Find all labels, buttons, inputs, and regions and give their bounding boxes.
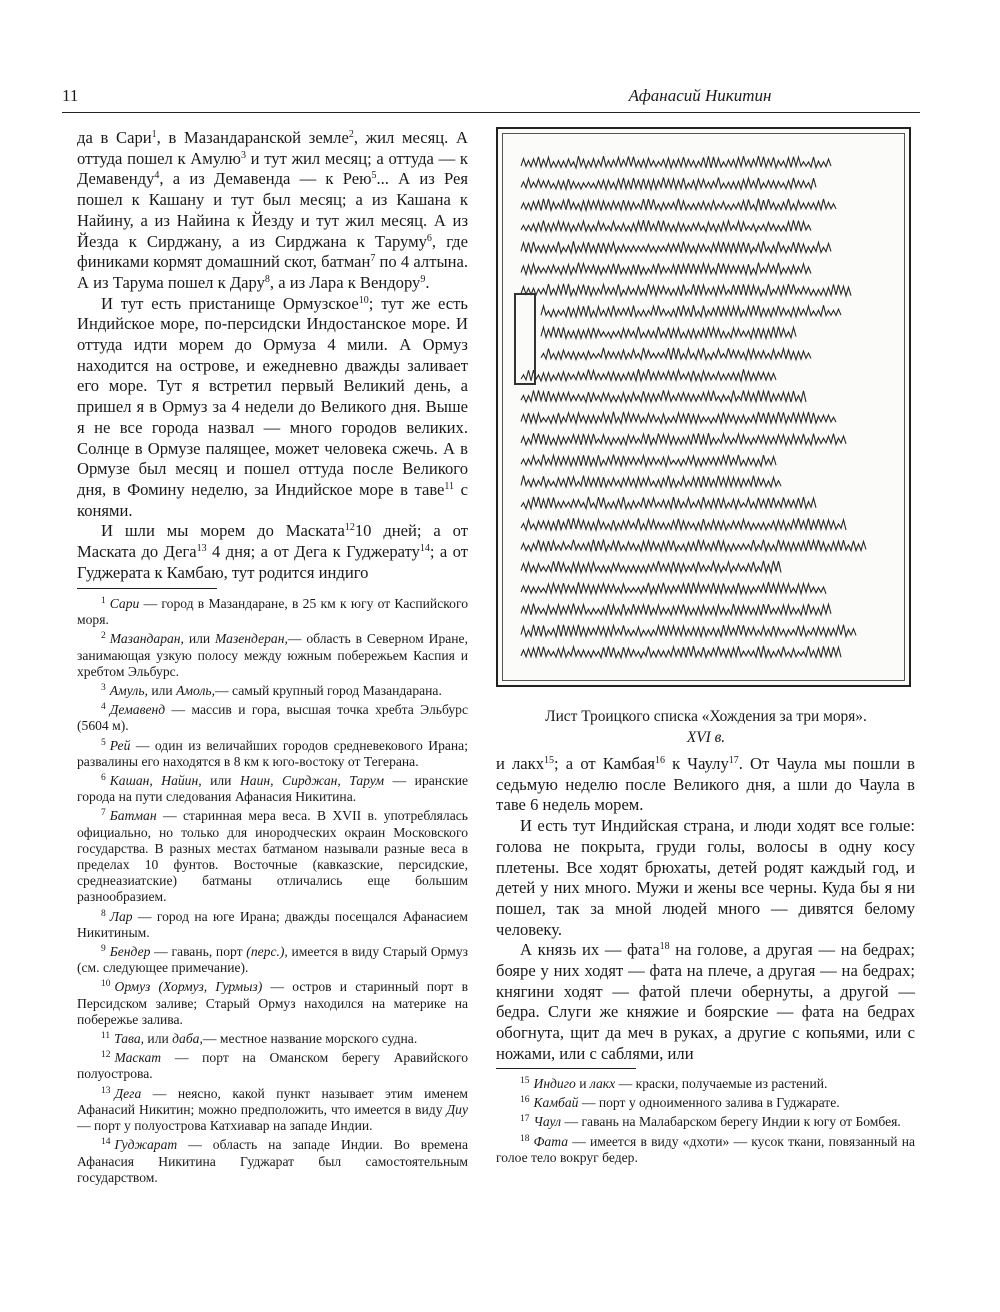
manuscript-line bbox=[521, 263, 811, 275]
footnote-number: 12 bbox=[101, 1050, 111, 1061]
text-run: . bbox=[425, 272, 430, 292]
footnote-term: Чаул bbox=[533, 1114, 562, 1130]
text-run: , жил месяц. А оттуда пошел к Амулю bbox=[77, 128, 468, 168]
right-body-text bbox=[496, 754, 915, 1065]
footnote-number: 14 bbox=[101, 1137, 111, 1148]
manuscript-handwriting bbox=[503, 134, 908, 684]
footnote-number: 8 bbox=[101, 908, 106, 919]
text-run: и тут жил месяц; а оттуда — к Демавенду bbox=[77, 148, 468, 189]
footnote-number: 4 bbox=[101, 702, 106, 713]
manuscript-line bbox=[521, 433, 846, 445]
footnote-term: Демавенд bbox=[109, 702, 166, 718]
footnote bbox=[77, 1050, 468, 1082]
text-run: И есть тут Индийская страна, и люди ходят все голые: голова не покрыта, груди голы, волосы в одну косу плетены. Все ходят брюхаты, детей родят каждый год, и детей у них много. Мужи и жены все черны. Куда бы я ни пошел, так за мной людей много — дивятся белому человеку. bbox=[496, 816, 915, 939]
footnote-term: Гуджарат bbox=[114, 1137, 178, 1153]
manuscript-line bbox=[541, 348, 811, 360]
text-run: ... А из Рея пошел к Кашану и тут был месяц; а из Кашана к Найину, а из Найина к Йезду и тут жил месяц. А из Йезда к Сирджану, а из Сирджана к Таруму bbox=[77, 169, 468, 251]
footnote bbox=[496, 1076, 915, 1092]
footnote bbox=[77, 808, 468, 905]
footnote-term: Бендер bbox=[109, 944, 151, 960]
manuscript-line bbox=[521, 603, 831, 615]
footnote-text: — область на западе Индии. Во времена Афанасия Никитина Гуджарат был самостоятельным государством. bbox=[77, 1137, 468, 1185]
footnote-ref: 8 bbox=[264, 273, 270, 285]
manuscript-line bbox=[521, 476, 781, 488]
footnote-term: Лар bbox=[109, 908, 133, 924]
manuscript-line bbox=[521, 412, 836, 424]
footnote-text: или bbox=[144, 1031, 173, 1047]
text-run: 10 дней; а от Маската до Дега bbox=[77, 521, 468, 562]
manuscript-line bbox=[521, 241, 831, 253]
manuscript-line bbox=[521, 561, 781, 573]
footnote-term: Наин, Сирджан, Тарум bbox=[239, 773, 385, 789]
footnote-text: — город на юге Ирана; дважды посещался Афанасием Никитиным. bbox=[77, 908, 468, 940]
footnote-term: Фата bbox=[533, 1133, 569, 1149]
manuscript-line bbox=[541, 327, 796, 339]
manuscript-line bbox=[521, 177, 816, 189]
running-title: Афанасий Никитин bbox=[628, 86, 772, 105]
text-run: по 4 алтына. А из Тарума пошел к Дару bbox=[77, 252, 468, 292]
footnote-term: Амуль, bbox=[109, 683, 148, 699]
footnote bbox=[77, 683, 468, 699]
footnote-ref: 15 bbox=[544, 755, 555, 766]
footnote-ref: 18 bbox=[659, 941, 670, 953]
footnote-text: имеется в виду Старый Ормуз (см. следующее примечание). bbox=[77, 944, 468, 976]
header-rule bbox=[62, 112, 920, 113]
footnote bbox=[496, 1134, 915, 1166]
footnote-term: Дега bbox=[114, 1085, 142, 1101]
footnote-number: 5 bbox=[101, 737, 106, 748]
footnote-number: 10 bbox=[101, 979, 111, 990]
footnote-text: — неясно, какой пункт называет этим именем Афанасий Никитин; можно предположить, что имеется в виду bbox=[77, 1085, 468, 1117]
footnote-text: — область в Северном Иране, занимающая узкую полосу между южным побережьем Каспия и хребтом Эльбурс. bbox=[77, 631, 468, 679]
footnote-ref: 4 bbox=[154, 170, 160, 182]
footnote bbox=[77, 909, 468, 941]
footnote-term: Кашан, Найин, bbox=[109, 773, 202, 789]
footnote bbox=[77, 1137, 468, 1186]
footnote-number: 6 bbox=[101, 773, 106, 784]
footnote-number: 11 bbox=[101, 1031, 111, 1042]
text-run: , а из Демавенда — к Рею bbox=[159, 169, 372, 189]
footnote-ref: 6 bbox=[426, 232, 432, 244]
footnote-term: Батман bbox=[109, 808, 157, 824]
footnote-text: — порт на Оманском берегу Аравийского полуострова. bbox=[77, 1050, 468, 1082]
footnote-text: — порт у одноименного залива в Гуджарате. bbox=[578, 1095, 840, 1111]
footnote-text: — имеется в виду «дхоти» — кусок ткани, повязанный на голое тело вокруг бедер. bbox=[496, 1133, 915, 1165]
paragraph bbox=[496, 816, 915, 940]
manuscript-line bbox=[521, 284, 851, 296]
footnote-term: даба, bbox=[172, 1031, 203, 1047]
footnote bbox=[496, 1095, 915, 1111]
footnote bbox=[77, 979, 468, 1028]
text-run: И тут есть пристанище Ормузское bbox=[101, 293, 359, 313]
footnote-text: — старинная мера веса. В XVII в. употреблялась официально, но только для инородческих окраин Московского государства. В разных местах батманом называли разные веса в пределах 10 фунтов. Восточные (кавказские, персидские, среднеазиатские) батманы отличались еще большим разнообразием. bbox=[77, 808, 468, 905]
manuscript-line bbox=[541, 305, 841, 317]
footnote-term: Маскат bbox=[114, 1050, 162, 1066]
text-run: И шли мы морем до Маската bbox=[101, 521, 345, 541]
footnote bbox=[77, 773, 468, 805]
manuscript-line bbox=[521, 220, 811, 232]
footnote-ref: 10 bbox=[358, 294, 369, 306]
left-body-text bbox=[77, 128, 468, 583]
footnote-text: или bbox=[183, 631, 216, 647]
manuscript-line bbox=[521, 625, 856, 637]
manuscript-line bbox=[521, 497, 816, 509]
footnote-number: 17 bbox=[520, 1114, 530, 1125]
footnote-ref: 5 bbox=[371, 170, 377, 182]
manuscript-line bbox=[521, 369, 776, 381]
footnote-number: 18 bbox=[520, 1133, 530, 1144]
paragraph bbox=[496, 754, 915, 816]
left-footnote-rule bbox=[77, 588, 217, 589]
text-run: да в Сари bbox=[77, 128, 152, 147]
right-footnotes bbox=[496, 1076, 915, 1169]
manuscript-line bbox=[521, 582, 826, 594]
paragraph bbox=[77, 521, 468, 583]
footnote bbox=[77, 944, 468, 976]
manuscript-frame bbox=[502, 133, 905, 681]
page-number: 11 bbox=[62, 86, 79, 105]
footnote bbox=[77, 1086, 468, 1135]
footnote-text: — гавань на Малабарском берегу Индии к югу от Бомбея. bbox=[561, 1114, 901, 1130]
text-run: . От Чаула мы пошли в седьмую неделю после Великого дня, а шли до Чаула в таве 6 недель морем. bbox=[496, 754, 916, 815]
footnote-text: — местное название морского судна. bbox=[202, 1031, 418, 1047]
footnote-term: Ормуз (Хормуз, Гурмыз) bbox=[114, 979, 263, 995]
manuscript-image bbox=[496, 127, 911, 687]
footnote-ref: 12 bbox=[344, 522, 355, 534]
manuscript-line bbox=[521, 199, 836, 211]
manuscript-initial bbox=[515, 294, 535, 384]
footnote-term: Камбай bbox=[533, 1095, 579, 1111]
manuscript-line bbox=[521, 646, 841, 658]
manuscript-line bbox=[521, 540, 866, 552]
footnote-ref: 11 bbox=[444, 480, 455, 492]
manuscript-line bbox=[521, 390, 806, 402]
footnote-text: и bbox=[575, 1076, 590, 1091]
footnote-term: Амоль, bbox=[176, 683, 216, 699]
footnote-term: Тава, bbox=[114, 1031, 145, 1047]
footnote-ref: 2 bbox=[348, 129, 354, 140]
footnote-term: Рей bbox=[109, 737, 131, 753]
text-run: на голове, а другая — на бедрах; бояре у них ходят — фата на плече, а другая — на бедрах; княгини ходят — фатой плечи обернуты, а другой — бедра. Слуги же княжие и боярские — фата на бедрах обогнута, щит да меч в руках, а другие с копьями, или с ножами, или с саблями, или bbox=[496, 940, 915, 1063]
footnote-number: 7 bbox=[101, 808, 106, 819]
text-run: к Чаулу bbox=[664, 754, 729, 773]
text-run: , а из Лара к Вендору bbox=[269, 272, 421, 292]
manuscript-line bbox=[521, 454, 776, 466]
footnote-text: — массив и гора, высшая точка хребта Эльбурс (5604 м). bbox=[77, 702, 468, 734]
footnote bbox=[77, 738, 468, 770]
footnote-term: (перс.), bbox=[246, 944, 288, 960]
text-run: ; а от Камбая bbox=[554, 754, 655, 773]
footnote-ref: 7 bbox=[370, 253, 376, 265]
text-run: , в Мазандаранской земле bbox=[156, 128, 349, 147]
figure-caption bbox=[496, 706, 916, 748]
footnote-text: или bbox=[147, 683, 177, 699]
footnote-number: 1 bbox=[101, 596, 106, 606]
manuscript-line bbox=[521, 518, 846, 530]
footnote bbox=[496, 1114, 915, 1130]
footnote bbox=[77, 631, 468, 680]
text-run: А князь их — фата bbox=[520, 940, 660, 960]
text-run: и лакх bbox=[496, 754, 545, 773]
manuscript-line bbox=[521, 156, 831, 168]
footnote-text: — краски, получаемые из растений. bbox=[615, 1076, 828, 1091]
footnote bbox=[77, 596, 468, 628]
text-run: ; а от Гуджерата к Камбаю, тут родится индиго bbox=[77, 542, 468, 582]
paragraph bbox=[496, 940, 915, 1064]
footnote-number: 15 bbox=[520, 1076, 530, 1086]
paragraph bbox=[77, 128, 468, 294]
footnote-ref: 9 bbox=[420, 273, 426, 285]
footnote-term: Индиго bbox=[533, 1076, 576, 1091]
text-run: ; тут же есть Индийское море, по-персидски Индостанское море. И оттуда идти морем до Ормуза 4 мили. А Ормуз находится на острове, и ежедневно дважды заливает его море. Тут я встретил первый Великий день, а пришел я в Ормуз за 4 недели до Великого дня. Выше я не все города назвал — много городов великих. Солнце в Ормузе палящее, может человека сжечь. А в Ормузе был месяц и пошел оттуда после Великого дня, в Фомину неделю, за Индийское море в таве bbox=[77, 293, 468, 499]
footnote-term: Мазендеран, bbox=[215, 631, 288, 647]
footnote-ref: 3 bbox=[240, 149, 246, 161]
footnote-term: Сари bbox=[109, 596, 140, 611]
footnote-ref: 16 bbox=[654, 755, 665, 766]
footnote-text: — остров и старинный порт в Персидском заливе; Старый Ормуз находился на материке на побережье залива. bbox=[77, 979, 468, 1027]
text-run: 4 дня; а от Дега к Гуджерату bbox=[206, 542, 420, 562]
footnote-ref: 13 bbox=[196, 543, 207, 555]
footnote-number: 3 bbox=[101, 683, 106, 694]
footnote-text: — гавань, порт bbox=[150, 944, 247, 960]
footnote-number: 13 bbox=[101, 1085, 111, 1096]
footnote-ref: 1 bbox=[151, 129, 157, 140]
text-run: , где финиками кормят домашний скот, батман bbox=[77, 231, 468, 272]
footnote-text: — порт у полуострова Катхиавар на западе Индии. bbox=[77, 1118, 373, 1134]
footnote-term: лакх bbox=[589, 1076, 616, 1091]
footnote-term: Диу bbox=[446, 1101, 468, 1117]
footnote bbox=[77, 1031, 468, 1047]
footnote-text: — город в Мазандаране, в 25 км к югу от Каспийского моря. bbox=[77, 596, 468, 628]
footnote bbox=[77, 702, 468, 734]
paragraph bbox=[77, 294, 468, 522]
footnote-text: — один из величайших городов средневекового Ирана; развалины его находятся в 8 км к юго-востоку от Тегерана. bbox=[77, 737, 468, 769]
footnote-ref: 14 bbox=[419, 543, 430, 555]
footnote-term: Мазандаран, bbox=[109, 631, 184, 647]
footnote-number: 2 bbox=[101, 631, 106, 642]
left-footnotes bbox=[77, 596, 468, 1189]
footnote-text: — иранские города на пути следования Афанасия Никитина. bbox=[77, 773, 469, 805]
footnote-text: — самый крупный город Мазандарана. bbox=[215, 683, 442, 699]
caption-text: Лист Троицкого списка «Хождения за три моря». bbox=[545, 708, 867, 725]
footnote-text: или bbox=[201, 773, 240, 789]
footnote-number: 16 bbox=[520, 1095, 530, 1106]
footnote-number: 9 bbox=[101, 944, 106, 955]
text-run: с конями. bbox=[77, 479, 468, 520]
right-footnote-rule bbox=[496, 1068, 636, 1069]
footnote-ref: 17 bbox=[728, 755, 739, 766]
caption-date: XVI в. bbox=[686, 729, 726, 746]
